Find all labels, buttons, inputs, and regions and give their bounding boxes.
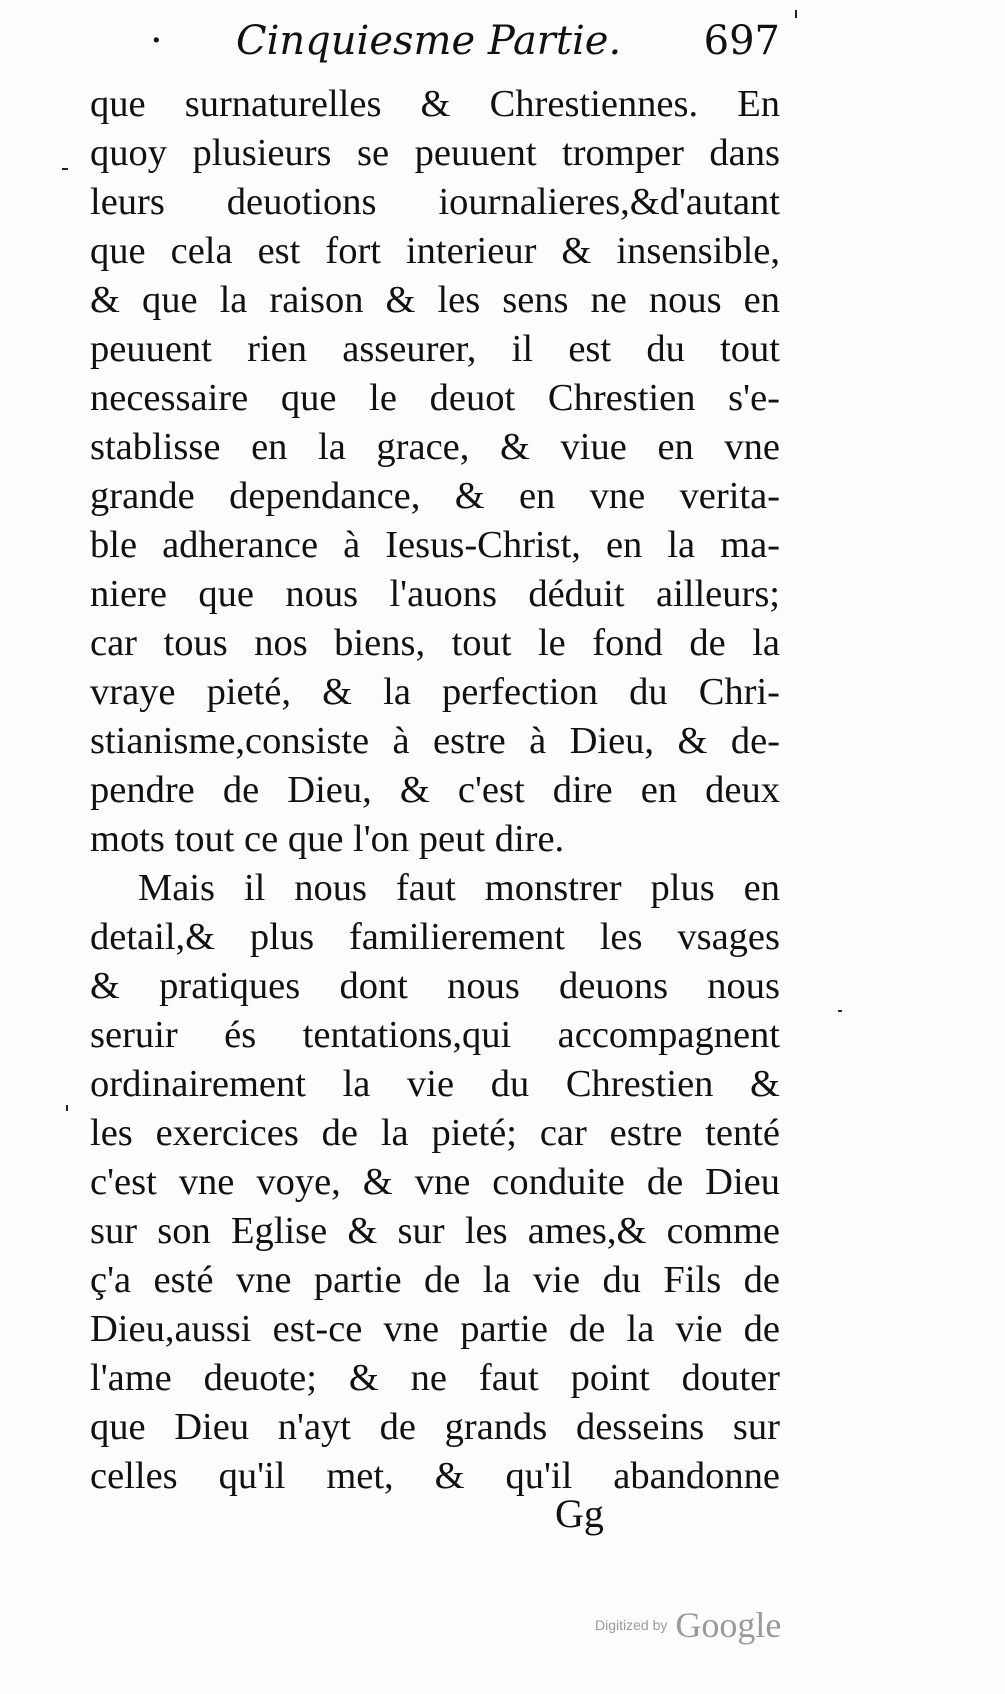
digitized-watermark [595, 1604, 781, 1646]
text-line: que cela est fort interieur & insensible, [90, 230, 780, 272]
text-line: & que la raison & les sens ne nous en [90, 279, 780, 321]
text-line: ordinairement la vie du Chrestien & [90, 1063, 780, 1105]
text-line: ç'a esté vne partie de la vie du Fils de [90, 1259, 780, 1301]
text-line: grande dependance, & en vne verita- [90, 475, 780, 517]
body-text [90, 80, 780, 1501]
scan-speck [66, 1105, 68, 1111]
text-line: sur son Eglise & sur les ames,& comme [90, 1210, 780, 1252]
section-title: Cinquiesme Partie. [236, 18, 622, 64]
running-head [150, 18, 780, 78]
text-line: vraye pieté, & la perfection du Chri- [90, 671, 780, 713]
text-line: niere que nous l'auons déduit ailleurs; [90, 573, 780, 615]
page-number: 697 [703, 18, 780, 64]
header-mark: · [150, 18, 163, 64]
watermark-prefix: Digitized by [595, 1617, 668, 1633]
text-line: & pratiques dont nous deuons nous [90, 965, 780, 1007]
text-line: pendre de Dieu, & c'est dire en deux [90, 769, 780, 811]
text-line: seruir és tentations,qui accompagnent [90, 1014, 780, 1056]
text-line: l'ame deuote; & ne faut point douter [90, 1357, 780, 1399]
text-line: stianisme,consiste à estre à Dieu, & de- [90, 720, 780, 762]
text-line: que Dieu n'ayt de grands desseins sur [90, 1406, 780, 1448]
scan-speck [62, 168, 68, 170]
text-line: Dieu,aussi est-ce vne partie de la vie de [90, 1308, 780, 1350]
text-line: les exercices de la pieté; car estre tenté [90, 1112, 780, 1154]
scan-speck [838, 1010, 842, 1012]
signature-mark: Gg [555, 1491, 604, 1536]
text-line: detail,& plus familierement les vsages [90, 916, 780, 958]
text-line-paragraph-start: Mais il nous faut monstrer plus en [138, 867, 780, 909]
text-line: ble adherance à Iesus-Christ, en la ma- [90, 524, 780, 566]
text-line: quoy plusieurs se peuuent tromper dans [90, 132, 780, 174]
text-line: necessaire que le deuot Chrestien s'e- [90, 377, 780, 419]
text-line: leurs deuotions iournalieres,&d'autant [90, 181, 780, 223]
text-line: stablisse en la grace, & viue en vne [90, 426, 780, 468]
scan-speck [795, 10, 797, 18]
text-line: peuuent rien asseurer, il est du tout [90, 328, 780, 370]
text-line: mots tout ce que l'on peut dire. [90, 818, 565, 860]
text-line: que surnaturelles & Chrestiennes. En [90, 83, 780, 125]
text-line: car tous nos biens, tout le fond de la [90, 622, 780, 664]
text-line: celles qu'il met, & qu'il abandonne [90, 1455, 780, 1497]
watermark-brand: Google [675, 1605, 782, 1645]
text-line: c'est vne voye, & vne conduite de Dieu [90, 1161, 780, 1203]
